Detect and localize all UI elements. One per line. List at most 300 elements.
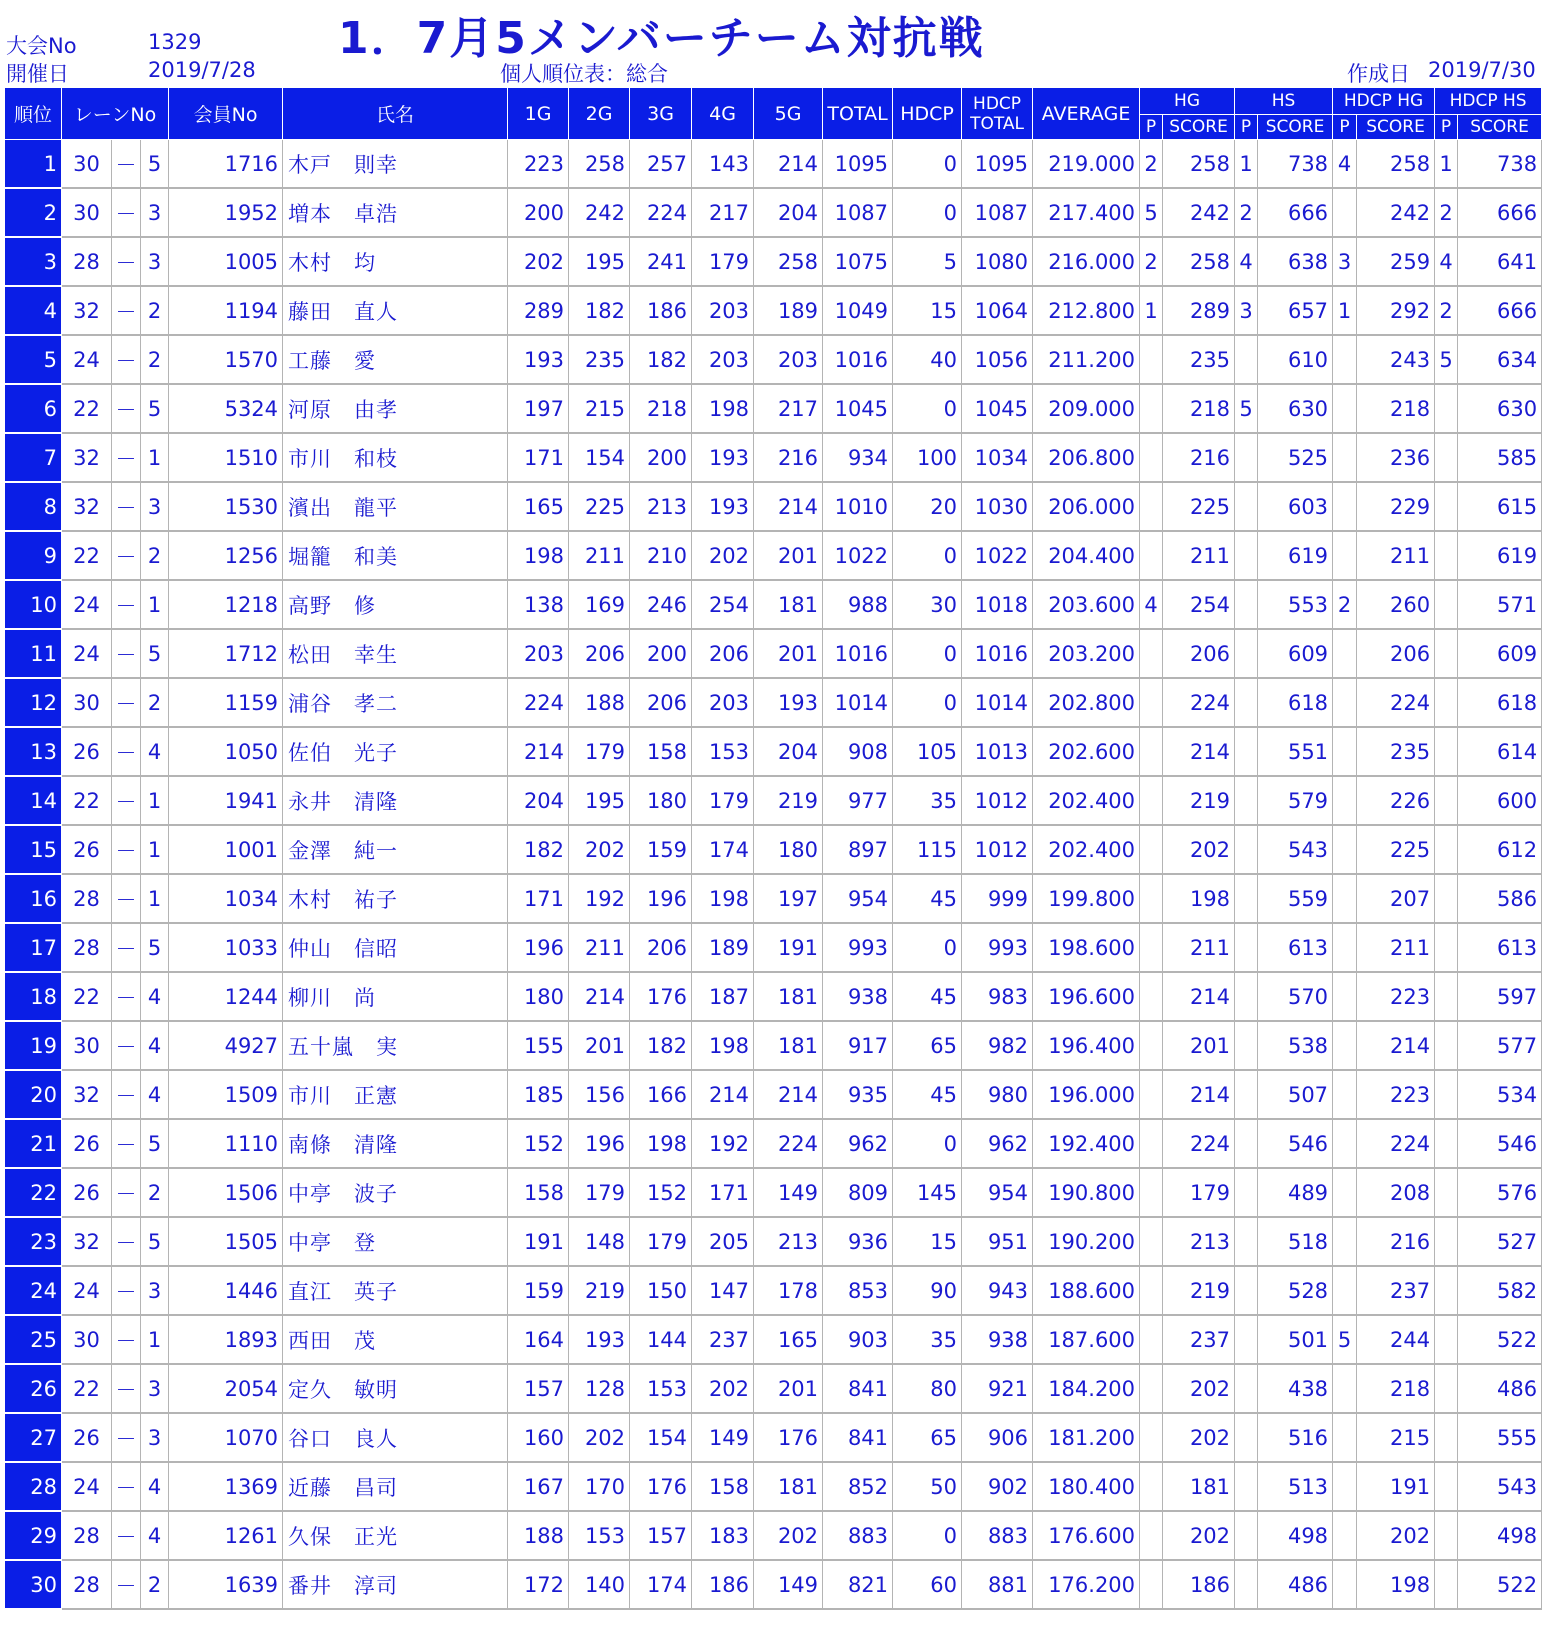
hdcp-hg-p-cell [1333,1217,1357,1266]
rank-cell: 6 [5,384,62,433]
game5-cell: 214 [754,140,823,189]
game1-cell: 188 [508,1511,569,1560]
rank-cell: 3 [5,237,62,286]
game4-cell: 183 [692,1511,754,1560]
lane-dash-cell: － [112,482,141,531]
game1-cell: 196 [508,923,569,972]
game2-cell: 169 [569,580,630,629]
game4-cell: 149 [692,1413,754,1462]
game3-cell: 157 [630,1511,692,1560]
hdcp-cell: 45 [893,972,962,1021]
hg-p-cell [1140,1315,1163,1364]
total-cell: 1049 [823,286,893,335]
hg-p-cell [1140,825,1163,874]
name-cell: 市川 正憲 [283,1070,508,1119]
hdcp-total-cell: 1080 [962,237,1033,286]
hdcp-total-cell: 1012 [962,776,1033,825]
hdcp-hs-score-cell: 666 [1458,286,1542,335]
lane-dash-cell: － [112,825,141,874]
col-g2: 2G [569,88,630,140]
table-row [5,1021,1542,1070]
game1-cell: 197 [508,384,569,433]
hdcp-hs-p-cell [1435,678,1458,727]
lane-dash-cell: － [112,1119,141,1168]
hg-score-cell: 211 [1163,531,1235,580]
game2-cell: 154 [569,433,630,482]
hdcp-cell: 0 [893,140,962,189]
rank-cell: 8 [5,482,62,531]
lane-cell: 30 [62,188,112,237]
hg-score-cell: 218 [1163,384,1235,433]
member-no-cell: 1716 [169,140,283,189]
hdcp-hs-p-cell [1435,580,1458,629]
name-cell: 濱出 龍平 [283,482,508,531]
hdcp-hg-p-cell: 1 [1333,286,1357,335]
hdcp-hs-p-cell [1435,1070,1458,1119]
lane-sub-cell: 1 [141,776,169,825]
name-cell: 金澤 純一 [283,825,508,874]
game4-cell: 217 [692,188,754,237]
game2-cell: 202 [569,1413,630,1462]
game5-cell: 149 [754,1560,823,1609]
table-row [5,237,1542,286]
lane-sub-cell: 1 [141,1315,169,1364]
table-row [5,384,1542,433]
hdcp-cell: 45 [893,874,962,923]
hdcp-hg-score-cell: 207 [1357,874,1435,923]
hg-score-cell: 181 [1163,1462,1235,1511]
member-no-cell: 4927 [169,1021,283,1070]
lane-cell: 30 [62,1315,112,1364]
average-cell: 176.600 [1033,1511,1140,1560]
hs-p-cell [1235,1364,1258,1413]
game1-cell: 198 [508,531,569,580]
member-no-cell: 1256 [169,531,283,580]
member-no-cell: 1001 [169,825,283,874]
hs-score-cell: 613 [1258,923,1333,972]
hs-score-cell: 559 [1258,874,1333,923]
hg-score-cell: 211 [1163,923,1235,972]
table-row [5,1511,1542,1560]
game4-cell: 206 [692,629,754,678]
hdcp-hs-p-cell [1435,1119,1458,1168]
game4-cell: 205 [692,1217,754,1266]
hs-score-cell: 570 [1258,972,1333,1021]
ranking-table [4,87,1542,1610]
total-cell: 917 [823,1021,893,1070]
member-no-cell: 2054 [169,1364,283,1413]
rank-cell: 25 [5,1315,62,1364]
game3-cell: 200 [630,433,692,482]
lane-dash-cell: － [112,1364,141,1413]
total-cell: 883 [823,1511,893,1560]
lane-sub-cell: 2 [141,1168,169,1217]
hg-score-cell: 235 [1163,335,1235,384]
hs-p-cell [1235,1511,1258,1560]
game1-cell: 164 [508,1315,569,1364]
hg-score-cell: 202 [1163,1364,1235,1413]
lane-sub-cell: 5 [141,140,169,189]
hdcp-hs-p-cell [1435,531,1458,580]
rank-cell: 19 [5,1021,62,1070]
name-cell: 西田 茂 [283,1315,508,1364]
hg-score-cell: 214 [1163,727,1235,776]
lane-dash-cell: － [112,1315,141,1364]
hdcp-hg-p-cell [1333,1168,1357,1217]
rank-cell: 5 [5,335,62,384]
game3-cell: 182 [630,335,692,384]
game1-cell: 193 [508,335,569,384]
game5-cell: 180 [754,825,823,874]
hdcp-hg-p-cell [1333,1364,1357,1413]
hdcp-hs-p-cell [1435,1413,1458,1462]
game3-cell: 179 [630,1217,692,1266]
table-row [5,1315,1542,1364]
member-no-cell: 1244 [169,972,283,1021]
hg-p-cell [1140,384,1163,433]
lane-dash-cell: － [112,1168,141,1217]
lane-sub-cell: 2 [141,678,169,727]
game1-cell: 185 [508,1070,569,1119]
col-average: AVERAGE [1033,88,1140,140]
hdcp-hs-p-cell: 2 [1435,286,1458,335]
hdcp-hg-score-cell: 224 [1357,678,1435,727]
lane-cell: 30 [62,140,112,189]
average-cell: 180.400 [1033,1462,1140,1511]
game2-cell: 156 [569,1070,630,1119]
average-cell: 190.800 [1033,1168,1140,1217]
rank-cell: 23 [5,1217,62,1266]
game2-cell: 202 [569,825,630,874]
game4-cell: 179 [692,237,754,286]
hdcp-cell: 35 [893,776,962,825]
hdcp-hs-p-cell [1435,1511,1458,1560]
lane-cell: 22 [62,384,112,433]
table-row [5,1119,1542,1168]
hg-p-cell [1140,923,1163,972]
average-cell: 203.600 [1033,580,1140,629]
rank-cell: 4 [5,286,62,335]
game2-cell: 188 [569,678,630,727]
name-cell: 木戸 則幸 [283,140,508,189]
lane-dash-cell: － [112,727,141,776]
member-no-cell: 1506 [169,1168,283,1217]
hdcp-hs-p-cell [1435,1560,1458,1609]
game1-cell: 159 [508,1266,569,1315]
hdcp-hg-score-cell: 216 [1357,1217,1435,1266]
lane-sub-cell: 3 [141,1413,169,1462]
game2-cell: 195 [569,776,630,825]
lane-dash-cell: － [112,140,141,189]
hdcp-hg-p-cell: 3 [1333,237,1357,286]
hdcp-hg-p-cell [1333,1119,1357,1168]
game1-cell: 171 [508,433,569,482]
name-cell: 松田 幸生 [283,629,508,678]
average-cell: 202.800 [1033,678,1140,727]
hdcp-hs-p-cell [1435,1168,1458,1217]
hdcp-cell: 90 [893,1266,962,1315]
lane-cell: 24 [62,1462,112,1511]
game1-cell: 202 [508,237,569,286]
lane-dash-cell: － [112,1511,141,1560]
game1-cell: 200 [508,188,569,237]
hdcp-hg-score-cell: 236 [1357,433,1435,482]
hdcp-hg-p-cell: 5 [1333,1315,1357,1364]
total-cell: 1016 [823,629,893,678]
hdcp-hs-p-cell: 1 [1435,140,1458,189]
col-member: 会員No [169,88,283,140]
hs-score-cell: 501 [1258,1315,1333,1364]
game3-cell: 206 [630,923,692,972]
game1-cell: 138 [508,580,569,629]
average-cell: 190.200 [1033,1217,1140,1266]
average-cell: 202.400 [1033,776,1140,825]
game5-cell: 202 [754,1511,823,1560]
rank-cell: 1 [5,140,62,189]
hg-p-cell: 4 [1140,580,1163,629]
hdcp-cell: 45 [893,1070,962,1119]
average-cell: 203.200 [1033,629,1140,678]
col-hdcp-hs-p: P [1435,115,1458,140]
game3-cell: 150 [630,1266,692,1315]
col-g5: 5G [754,88,823,140]
hdcp-hs-p-cell [1435,1462,1458,1511]
hg-score-cell: 224 [1163,1119,1235,1168]
game1-cell: 165 [508,482,569,531]
hg-p-cell [1140,1070,1163,1119]
member-no-cell: 1952 [169,188,283,237]
game2-cell: 219 [569,1266,630,1315]
game2-cell: 128 [569,1364,630,1413]
hs-p-cell [1235,1560,1258,1609]
game1-cell: 191 [508,1217,569,1266]
name-cell: 中亭 波子 [283,1168,508,1217]
hdcp-hs-score-cell: 666 [1458,188,1542,237]
game2-cell: 215 [569,384,630,433]
lane-dash-cell: － [112,1462,141,1511]
hdcp-cell: 145 [893,1168,962,1217]
hdcp-hs-score-cell: 738 [1458,140,1542,189]
hs-p-cell [1235,1119,1258,1168]
game4-cell: 198 [692,384,754,433]
member-no-cell: 1505 [169,1217,283,1266]
hs-score-cell: 619 [1258,531,1333,580]
game1-cell: 214 [508,727,569,776]
name-cell: 久保 正光 [283,1511,508,1560]
hdcp-hg-score-cell: 226 [1357,776,1435,825]
hg-score-cell: 202 [1163,1511,1235,1560]
member-no-cell: 1050 [169,727,283,776]
hg-score-cell: 219 [1163,776,1235,825]
game2-cell: 148 [569,1217,630,1266]
game2-cell: 235 [569,335,630,384]
game2-cell: 179 [569,1168,630,1217]
game4-cell: 192 [692,1119,754,1168]
game5-cell: 189 [754,286,823,335]
col-hdcp: HDCP [893,88,962,140]
game3-cell: 198 [630,1119,692,1168]
lane-cell: 24 [62,629,112,678]
lane-cell: 28 [62,1560,112,1609]
average-cell: 199.800 [1033,874,1140,923]
hdcp-hs-score-cell: 618 [1458,678,1542,727]
col-hdcp-hg-score: SCORE [1357,115,1435,140]
hs-score-cell: 553 [1258,580,1333,629]
member-no-cell: 1893 [169,1315,283,1364]
game1-cell: 160 [508,1413,569,1462]
average-cell: 206.800 [1033,433,1140,482]
lane-cell: 24 [62,1266,112,1315]
rank-cell: 30 [5,1560,62,1609]
hdcp-hs-score-cell: 597 [1458,972,1542,1021]
table-row [5,1413,1542,1462]
game3-cell: 153 [630,1364,692,1413]
hdcp-cell: 0 [893,188,962,237]
member-no-cell: 1194 [169,286,283,335]
hs-score-cell: 513 [1258,1462,1333,1511]
lane-cell: 28 [62,237,112,286]
lane-sub-cell: 3 [141,188,169,237]
hdcp-hg-p-cell: 4 [1333,140,1357,189]
average-cell: 202.600 [1033,727,1140,776]
game1-cell: 204 [508,776,569,825]
game4-cell: 171 [692,1168,754,1217]
total-cell: 841 [823,1364,893,1413]
table-row [5,482,1542,531]
average-cell: 204.400 [1033,531,1140,580]
table-row [5,433,1542,482]
hdcp-cell: 60 [893,1560,962,1609]
name-cell: 増本 卓浩 [283,188,508,237]
average-cell: 188.600 [1033,1266,1140,1315]
total-cell: 853 [823,1266,893,1315]
game5-cell: 258 [754,237,823,286]
col-g1: 1G [508,88,569,140]
lane-cell: 30 [62,1021,112,1070]
game1-cell: 171 [508,874,569,923]
game5-cell: 197 [754,874,823,923]
hs-score-cell: 546 [1258,1119,1333,1168]
hdcp-hs-p-cell [1435,1021,1458,1070]
hdcp-hs-p-cell [1435,433,1458,482]
hs-p-cell [1235,923,1258,972]
lane-sub-cell: 4 [141,1070,169,1119]
hs-p-cell [1235,776,1258,825]
game1-cell: 152 [508,1119,569,1168]
total-cell: 935 [823,1070,893,1119]
col-hdcp-total [962,88,1033,140]
total-cell: 954 [823,874,893,923]
game3-cell: 154 [630,1413,692,1462]
hdcp-hg-score-cell: 215 [1357,1413,1435,1462]
col-hs: HS [1235,88,1333,115]
hdcp-total-cell: 938 [962,1315,1033,1364]
game3-cell: 196 [630,874,692,923]
member-no-cell: 1446 [169,1266,283,1315]
hdcp-hg-p-cell [1333,1560,1357,1609]
game3-cell: 176 [630,972,692,1021]
hs-score-cell: 543 [1258,825,1333,874]
lane-sub-cell: 3 [141,482,169,531]
game2-cell: 211 [569,531,630,580]
event-date: 2019/7/28 [148,58,256,82]
name-cell: 五十嵐 実 [283,1021,508,1070]
lane-cell: 32 [62,286,112,335]
game4-cell: 203 [692,335,754,384]
game2-cell: 214 [569,972,630,1021]
hdcp-hs-p-cell [1435,1364,1458,1413]
hdcp-hs-score-cell: 613 [1458,923,1542,972]
name-cell: 工藤 愛 [283,335,508,384]
game2-cell: 206 [569,629,630,678]
rank-cell: 11 [5,629,62,678]
hdcp-cell: 65 [893,1021,962,1070]
hg-score-cell: 201 [1163,1021,1235,1070]
lane-sub-cell: 4 [141,1511,169,1560]
hg-score-cell: 214 [1163,972,1235,1021]
table-row [5,188,1542,237]
lane-dash-cell: － [112,1560,141,1609]
table-row [5,1560,1542,1609]
game4-cell: 193 [692,482,754,531]
date-label: 開催日 [6,62,69,86]
hdcp-hg-p-cell [1333,1070,1357,1119]
hdcp-hs-p-cell [1435,1217,1458,1266]
hdcp-hs-score-cell: 630 [1458,384,1542,433]
game4-cell: 198 [692,1021,754,1070]
average-cell: 219.000 [1033,140,1140,189]
hg-p-cell [1140,1560,1163,1609]
lane-sub-cell: 5 [141,923,169,972]
average-cell: 206.000 [1033,482,1140,531]
game1-cell: 172 [508,1560,569,1609]
game2-cell: 196 [569,1119,630,1168]
rank-cell: 13 [5,727,62,776]
member-no-cell: 1033 [169,923,283,972]
hg-score-cell: 202 [1163,825,1235,874]
hdcp-hg-score-cell: 223 [1357,1070,1435,1119]
lane-cell: 30 [62,678,112,727]
hdcp-hs-p-cell [1435,776,1458,825]
game5-cell: 178 [754,1266,823,1315]
hg-p-cell [1140,335,1163,384]
hg-score-cell: 258 [1163,140,1235,189]
game1-cell: 167 [508,1462,569,1511]
game4-cell: 203 [692,286,754,335]
lane-cell: 32 [62,1070,112,1119]
name-cell: 佐伯 光子 [283,727,508,776]
member-no-cell: 1218 [169,580,283,629]
hdcp-hg-score-cell: 202 [1357,1511,1435,1560]
average-cell: 181.200 [1033,1413,1140,1462]
hdcp-hs-score-cell: 585 [1458,433,1542,482]
game4-cell: 187 [692,972,754,1021]
rank-cell: 16 [5,874,62,923]
hs-p-cell [1235,335,1258,384]
hs-p-cell [1235,874,1258,923]
name-cell: 堀籠 和美 [283,531,508,580]
rank-cell: 2 [5,188,62,237]
hdcp-hs-p-cell [1435,629,1458,678]
hdcp-total-cell: 1022 [962,531,1033,580]
hs-score-cell: 738 [1258,140,1333,189]
game2-cell: 225 [569,482,630,531]
lane-sub-cell: 1 [141,825,169,874]
hdcp-hs-score-cell: 600 [1458,776,1542,825]
game3-cell: 246 [630,580,692,629]
name-cell: 近藤 昌司 [283,1462,508,1511]
hs-p-cell: 5 [1235,384,1258,433]
